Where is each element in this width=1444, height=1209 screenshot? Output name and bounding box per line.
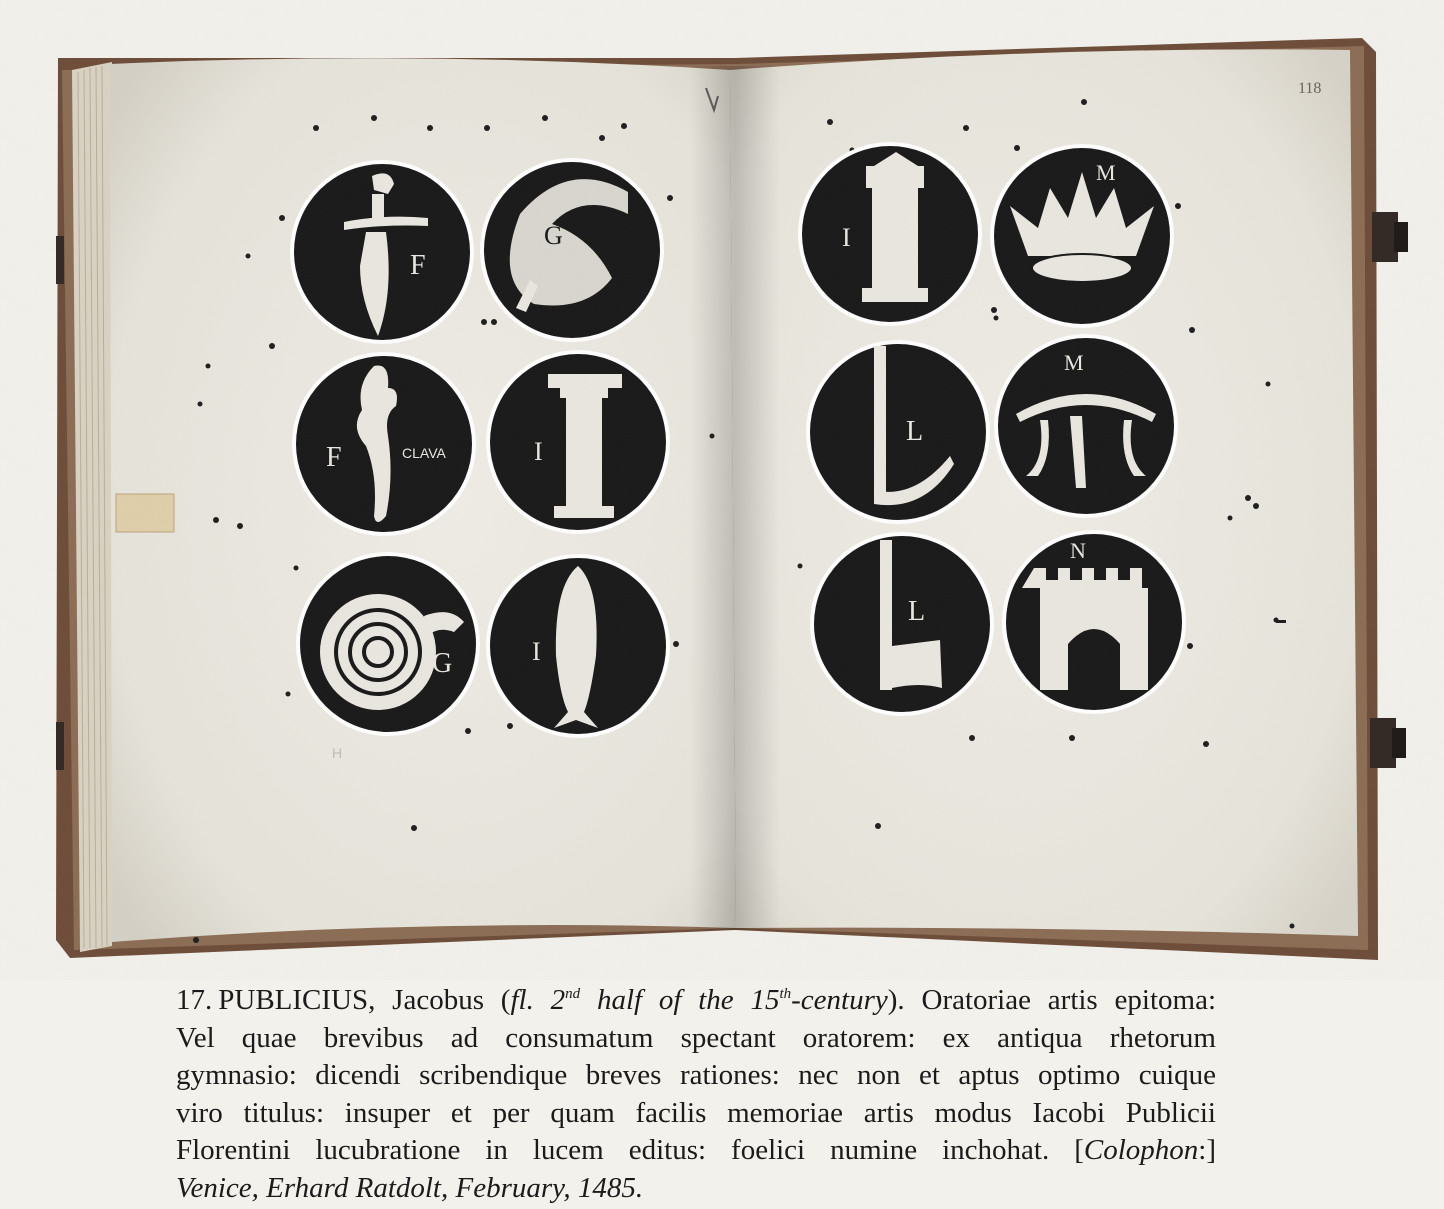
svg-text:M: M — [1096, 160, 1116, 185]
svg-text:G: G — [544, 221, 563, 250]
author-dates: fl. 2nd half of the 15th-century — [510, 984, 888, 1016]
svg-text:F: F — [410, 250, 426, 281]
caption-imprint: Venice, Erhard Ratdolt, February, 1485. — [176, 1171, 644, 1204]
caption-line-2: Vel quae brevibus ad consumatum spectant oratorem: ex antiqua rhetorum — [176, 1021, 1216, 1054]
svg-text:I: I — [842, 223, 851, 252]
svg-text:G: G — [432, 648, 453, 679]
caption-line-3: gymnasio: dicendi scribendique breves rationes: nec non et aptus optimo cuique — [176, 1059, 1216, 1091]
entry-number: 17. — [176, 984, 213, 1016]
svg-text:N: N — [1070, 538, 1086, 563]
dates-open: ( — [500, 984, 511, 1016]
svg-text:I: I — [532, 637, 541, 666]
svg-text:L: L — [908, 596, 926, 627]
page-number: 118 — [1298, 80, 1322, 97]
svg-text:CLAVA: CLAVA — [402, 445, 446, 461]
colophon: [Colophon:] — [1074, 1134, 1216, 1166]
caption-line-4: viro titulus: insuper et per quam facilis memoriae artis modus Iacobi Publicii — [176, 1096, 1216, 1129]
caption-line-5: Florentini lucubratione in lucem editus: foelici numine inchohat. [Colophon:] — [176, 1134, 1216, 1166]
svg-text:I: I — [534, 437, 543, 466]
catalogue-caption — [176, 982, 1216, 1207]
book-title: Oratoriae artis epitoma: — [921, 984, 1216, 1016]
svg-text:M: M — [1064, 350, 1084, 375]
dates-close: ). — [887, 984, 905, 1016]
svg-text:F: F — [326, 442, 342, 473]
svg-text:L: L — [906, 416, 924, 447]
margin-mark: H — [332, 745, 343, 761]
caption-line-1 — [176, 982, 1216, 1020]
author-name: PUBLICIUS, Jacobus — [218, 984, 484, 1016]
